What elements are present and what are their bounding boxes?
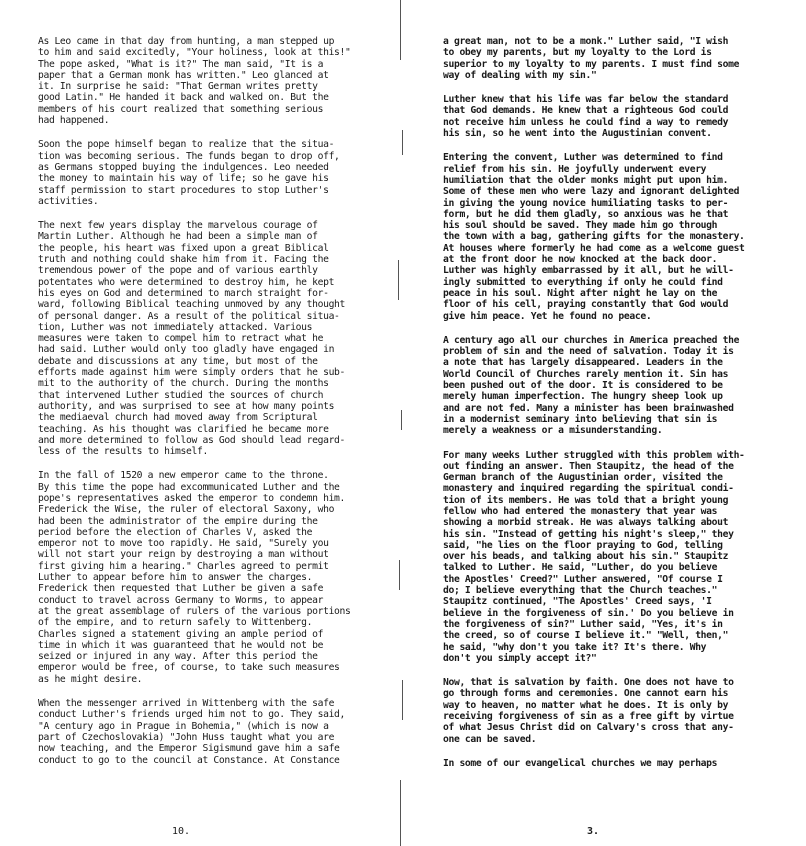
paragraph: For many weeks Luther struggled with this problem with- out finding an answer. Then Staupitz, the head of the German branch of the Augustinian order, visited the monastery and inquired regarding the spiritual condi- tion of its members. He was told that a bright young fellow who had entered the monastery that year was showing a morbid streak. He was always talking about his sin. "Instead of getting his night's sleep," they said, "he lies on the floor praying to God, telling over his beads, and talking about his sin." Staupitz talked to Luther. He said, "Luther, do you believe the Apostles' Creed?" Luther answered, "Of course I do; I believe everything that the Church teaches." Staupitz continued, "The Apostles' Creed says, 'I believe in the forgiveness of sin.' Do you believe in the forgiveness of sin?" Luther said, "Yes, it's in the creed, so of course I believe it." "Well, then," he said, "why don't you take it? It's there. Why don't you simply accept it?"	[443, 449, 745, 664]
paragraph: Now, that is salvation by faith. One does not have to go through forms and ceremonies. One cannot earn his way to heaven, no matter what he does. It is only by receiving forgiveness of sin as a free gift by virtue of what Jesus Christ did on Calvary's cross that any- one can be saved.	[443, 677, 734, 745]
paragraph: A century ago all our churches in America preached the problem of sin and the need of salvation. Today it is a note that has largely disappeared. Leaders in the World Council of Churches rarely mention it. Sin has been pushed out of the door. It is considered to be merely human imperfection. The hungry sheep look up and are not fed. Many a minister has been brainwashed in a modernist seminary into believing that sin is merely a weakness or a misunderstanding.	[443, 334, 740, 437]
page-number: 3.	[587, 826, 600, 837]
paragraph: Luther knew that his life was far below the standard that God demands. He knew that a righteous God could not receive him unless he could find a way to remedy his sin, so he went into the Augustinian convent.	[443, 94, 729, 140]
paragraph: a great man, not to be a monk." Luther said, "I wish to obey my parents, but my loyalty to the Lord is superior to my loyalty to my parents. I must find some way of dealing with my sin."	[443, 36, 740, 81]
paragraph: As Leo came in that day from hunting, a man stepped up to him and said excitedly, "Your holiness, look at this!" The pope asked, "What is it?" The man said, "It is a paper that a German monk has written." Leo glanced at it. In surprise he said: "That German writes pretty good Latin." He handed it back and walked on. But the members of his court realized that something serious had happened.	[38, 36, 351, 127]
left-page-text	[38, 36, 378, 779]
right-page	[415, 0, 806, 846]
paragraph: When the messenger arrived in Wittenberg with the safe conduct Luther's friends urged him not to go. They said, "A century ago in Prague in Bohemia," (which is now a part of Czechoslovakia) "John Huss taught what you are now teaching, and the Emperor Sigismund gave him a safe conduct to go to the council at Constance. At Constance	[38, 698, 346, 766]
binding-gutter	[390, 0, 415, 846]
paragraph: Soon the pope himself began to realize that the situa- tion was becoming serious. The funds began to drop off, as Germans stopped buying the indulgences. Leo needed the money to maintain his way of life; so he gave his staff permission to start procedures to stop Luther's activities.	[38, 139, 340, 207]
left-page	[0, 0, 390, 846]
paragraph: The next few years display the marvelous courage of Martin Luther. Although he had been a simple man of the people, his heart was fixed upon a great Biblical truth and nothing could shake him from it. Facing the tremendous power of the pope and of various earthly potentates who were determined to destroy him, he kept his eyes on God and determined to march straight for- ward, following Biblical teaching unmoved by any thought of personal danger. As a result of the political situa- tion, Luther was not immediately attacked. Various measures were taken to compel him to retract what he had said. Luther would only too gladly have engaged in debate and discussions at any time, but most of the efforts made against him were simply orders that he sub- mit to the authority of the church. During the months that intervened Luther studied the sources of church authority, and was surprised to see at how many points the mediaeval church had moved away from Scriptural teaching. As his thought was clarified he became more and more determined to follow as God should lead regard- less of the results to himself.	[38, 220, 346, 458]
paragraph: In some of our evangelical churches we may perhaps	[443, 757, 718, 769]
paragraph: Entering the convent, Luther was determined to find relief from his sin. He joyfully underwent every humiliation that the older monks might put upon him. Some of these men who were lazy and ignorant delighted in giving the young novice humiliating tasks to per- form, but he did them gladly, so anxious was he that his soul should be saved. They made him go through the town with a bag, gathering gifts for the monastery. At houses where formerly he had come as a welcome guest at the front door he now knocked at the back door. Luther was highly embarrassed by it all, but he will- ingly submitted to everything if only he could find peace in his soul. Night after night he lay on the floor of his cell, praying constantly that God would give him peace. Yet he found no peace.	[443, 152, 745, 322]
page-number: 10.	[172, 826, 191, 837]
paragraph: In the fall of 1520 a new emperor came to the throne. By this time the pope had excommunicated Luther and the pope's representatives asked the emperor to condemn him. Frederick the Wise, the ruler of electoral Saxony, who had been the administrator of the empire during the period before the election of Charles V, asked the emperor not to move too rapidly. He said, "Surely you will not start your reign by destroying a man without first giving him a hearing." Charles agreed to permit Luther to appear before him to answer the charges. Frederick then requested that Luther be given a safe conduct to travel across Germany to Worms, to appear at the great assemblage of rulers of the various portions of the empire, and to return safely to Wittenberg. Charles signed a statement giving an ample period of time in which it was guaranteed that he would not be seized or injured in any way. After this period the emperor would be free, of course, to take such measures as he might desire.	[38, 470, 351, 685]
right-page-text	[443, 36, 778, 782]
